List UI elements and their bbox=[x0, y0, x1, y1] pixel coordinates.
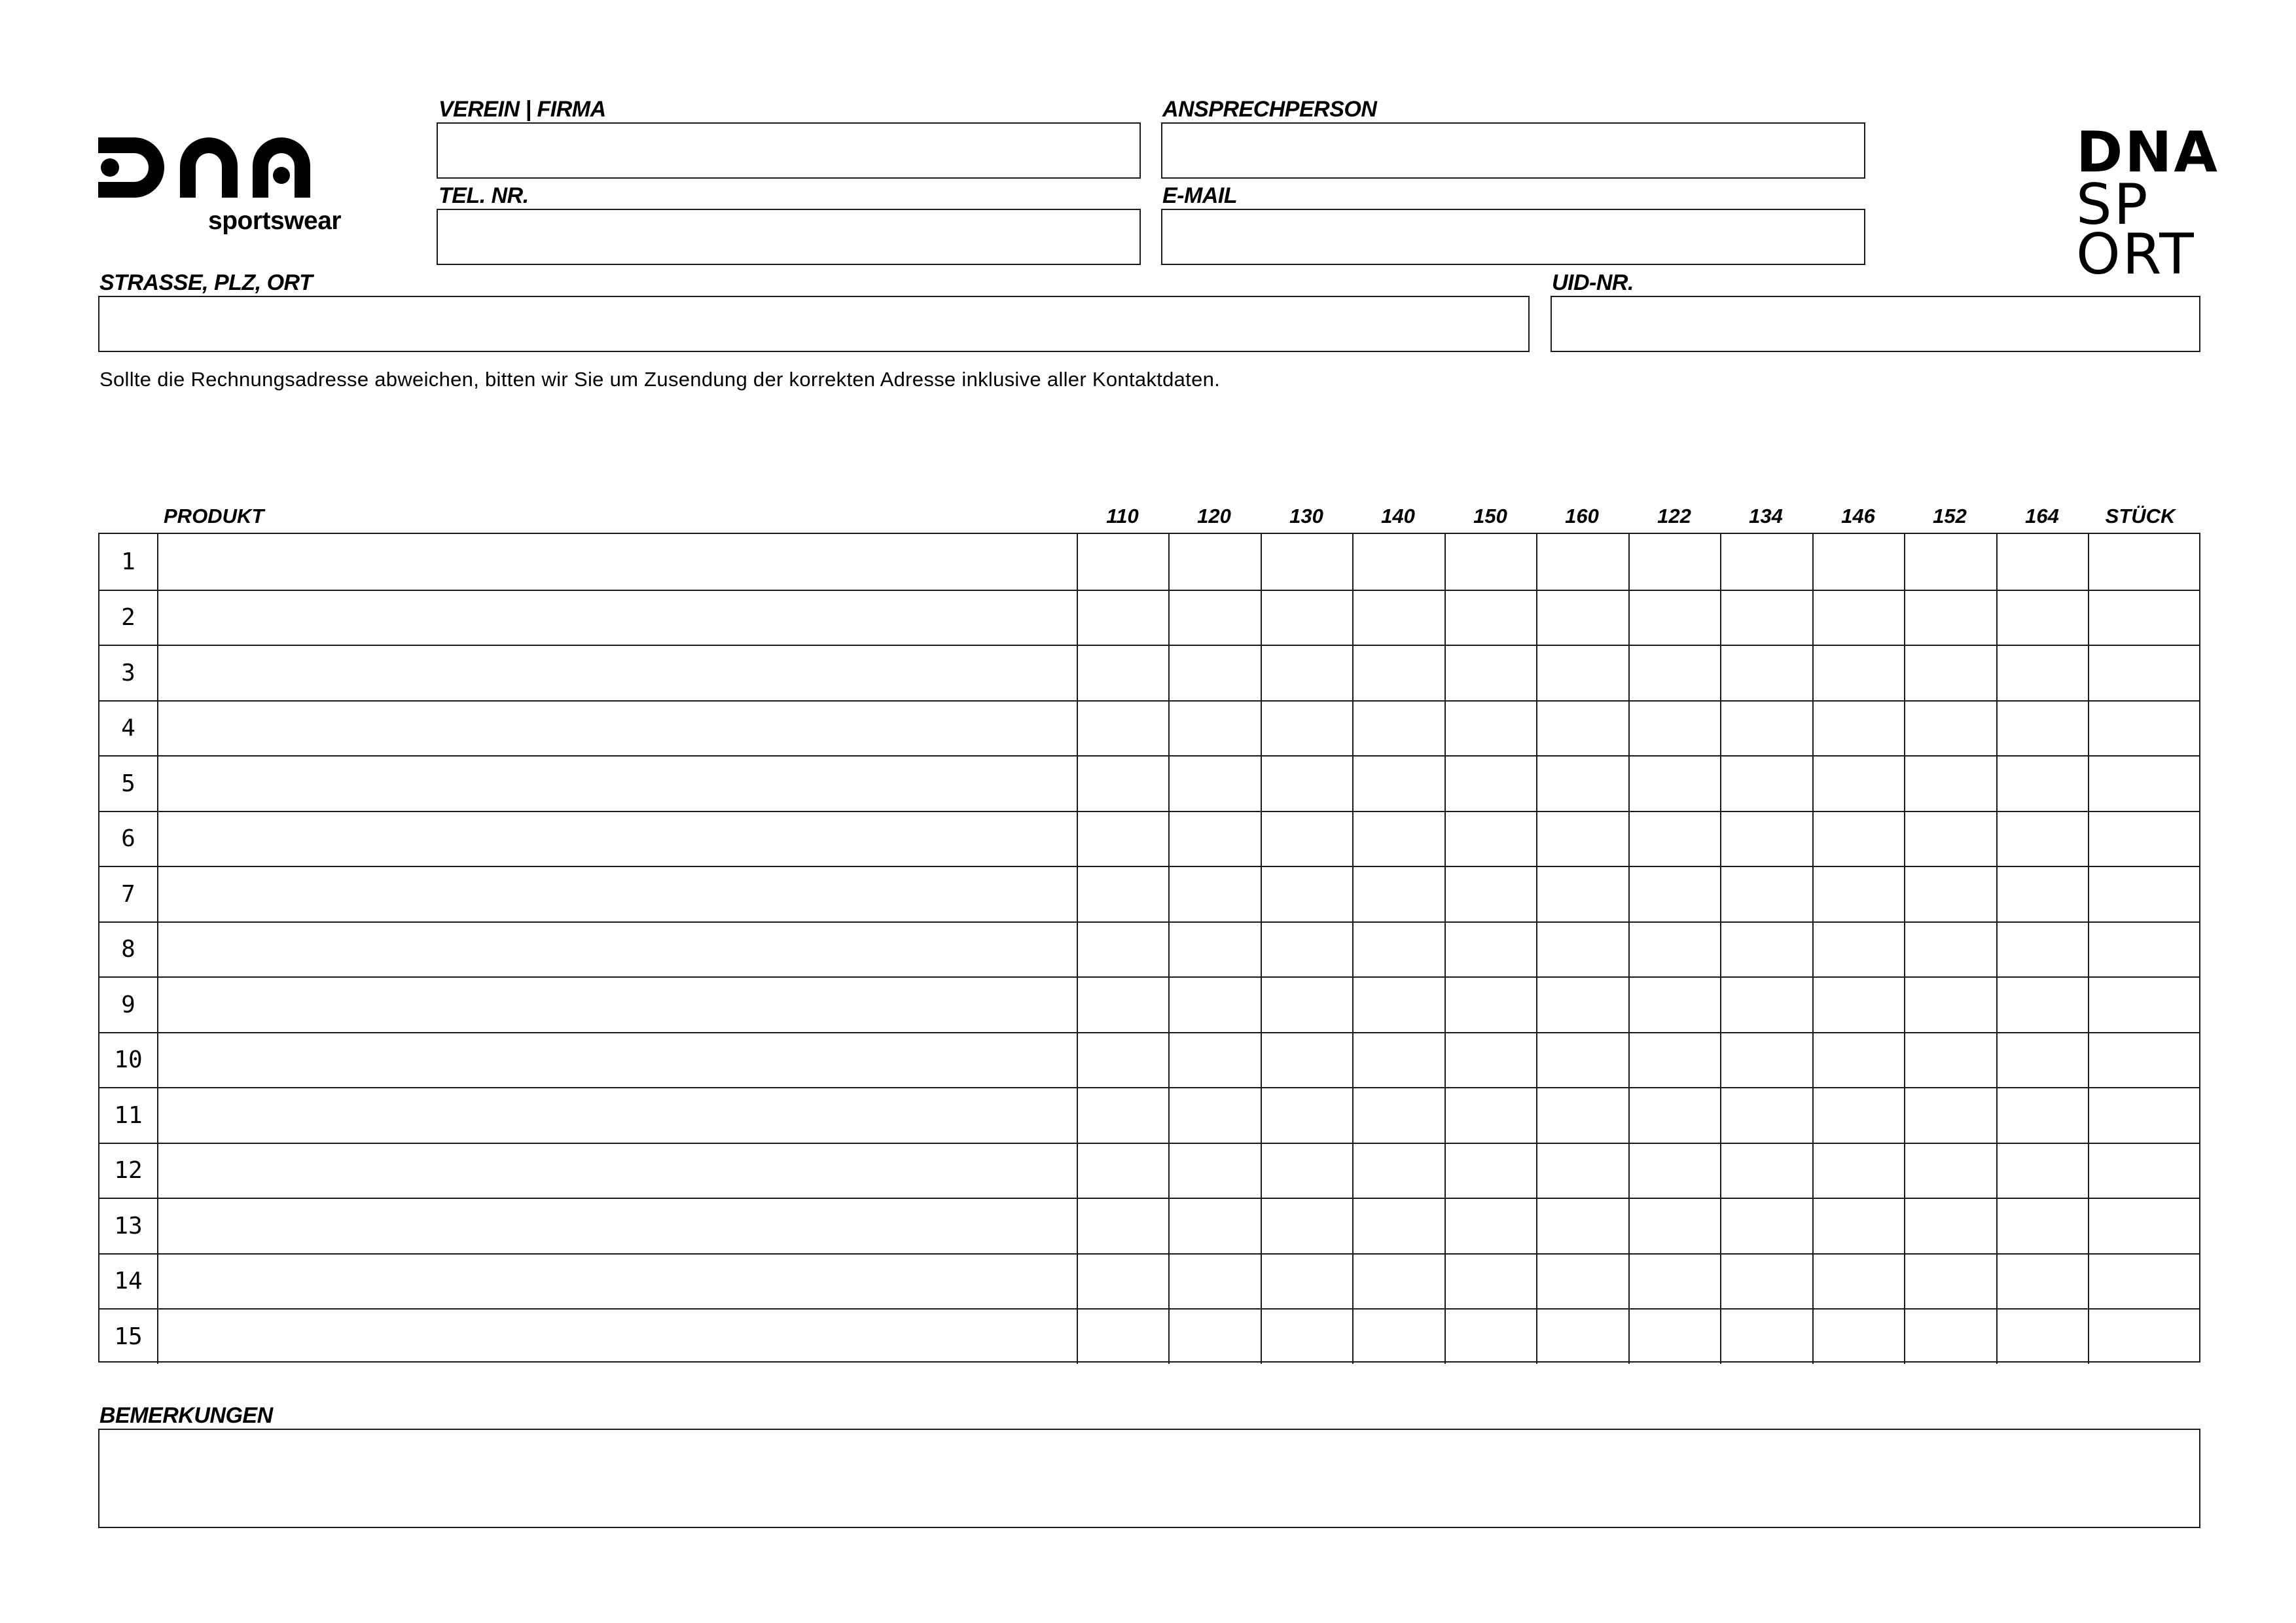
size-quantity-cell[interactable] bbox=[1444, 812, 1536, 866]
verein-firma-field[interactable] bbox=[437, 122, 1141, 179]
size-quantity-cell[interactable] bbox=[1352, 1255, 1444, 1309]
product-cell[interactable] bbox=[158, 1088, 1077, 1143]
size-quantity-cell[interactable] bbox=[1444, 923, 1536, 977]
size-quantity-cell[interactable] bbox=[1444, 757, 1536, 811]
row-number: 8 bbox=[99, 923, 158, 977]
size-quantity-cell[interactable] bbox=[1352, 978, 1444, 1032]
stueck-cell[interactable] bbox=[2088, 978, 2199, 1032]
size-quantity-cell[interactable] bbox=[1261, 534, 1352, 590]
stueck-cell[interactable] bbox=[2088, 702, 2199, 756]
size-quantity-cell[interactable] bbox=[1077, 867, 1168, 921]
size-quantity-cell[interactable] bbox=[1904, 1088, 1996, 1143]
size-quantity-cell[interactable] bbox=[1168, 1088, 1261, 1143]
size-header: 152 bbox=[1933, 505, 1967, 527]
size-quantity-cell[interactable] bbox=[1812, 867, 1904, 921]
size-quantity-cell[interactable] bbox=[1261, 978, 1352, 1032]
uid-nr-field[interactable] bbox=[1551, 296, 2200, 352]
stueck-cell[interactable] bbox=[2088, 1088, 2199, 1143]
size-quantity-cell[interactable] bbox=[1352, 1144, 1444, 1198]
product-cell[interactable] bbox=[158, 923, 1077, 977]
stueck-cell[interactable] bbox=[2088, 591, 2199, 645]
dna-sport-logo-line3: ORT bbox=[2076, 222, 2196, 287]
size-quantity-cell[interactable] bbox=[1352, 923, 1444, 977]
size-quantity-cell[interactable] bbox=[1720, 1310, 1812, 1364]
ansprechperson-field[interactable] bbox=[1161, 122, 1865, 179]
strasse-label: STRASSE, PLZ, ORT bbox=[99, 270, 313, 295]
stueck-cell[interactable] bbox=[2088, 646, 2199, 700]
row-number: 12 bbox=[99, 1144, 158, 1198]
size-quantity-cell[interactable] bbox=[1261, 1033, 1352, 1088]
size-quantity-cell[interactable] bbox=[1996, 812, 2088, 866]
row-number: 2 bbox=[99, 591, 158, 645]
stueck-cell[interactable] bbox=[2088, 1255, 2199, 1309]
size-quantity-cell[interactable] bbox=[1720, 812, 1812, 866]
size-quantity-cell[interactable] bbox=[1168, 923, 1261, 977]
tel-nr-label: TEL. NR. bbox=[439, 183, 529, 208]
size-quantity-cell[interactable] bbox=[1444, 1033, 1536, 1088]
stueck-cell[interactable] bbox=[2088, 1310, 2199, 1364]
table-row bbox=[99, 976, 2199, 1032]
email-label: E-MAIL bbox=[1162, 183, 1238, 208]
size-quantity-cell[interactable] bbox=[1261, 867, 1352, 921]
bemerkungen-field[interactable] bbox=[98, 1429, 2200, 1528]
size-header: 134 bbox=[1749, 505, 1783, 527]
row-number: 1 bbox=[99, 534, 158, 590]
size-quantity-cell[interactable] bbox=[1168, 978, 1261, 1032]
size-quantity-cell[interactable] bbox=[1996, 1144, 2088, 1198]
size-quantity-cell[interactable] bbox=[1168, 591, 1261, 645]
dna-sport-logo-line1: DNA bbox=[2076, 120, 2219, 185]
stueck-cell[interactable] bbox=[2088, 923, 2199, 977]
size-quantity-cell[interactable] bbox=[1077, 534, 1168, 590]
stueck-cell[interactable] bbox=[2088, 534, 2199, 590]
size-quantity-cell[interactable] bbox=[1352, 591, 1444, 645]
size-header: 122 bbox=[1657, 505, 1691, 527]
dna-logo-mark bbox=[98, 128, 347, 207]
size-quantity-cell[interactable] bbox=[1628, 1310, 1720, 1364]
size-quantity-cell[interactable] bbox=[1077, 591, 1168, 645]
table-row bbox=[99, 866, 2199, 921]
product-cell[interactable] bbox=[158, 978, 1077, 1032]
product-cell[interactable] bbox=[158, 867, 1077, 921]
size-quantity-cell[interactable] bbox=[1536, 534, 1628, 590]
order-table bbox=[98, 533, 2200, 1363]
size-quantity-cell[interactable] bbox=[1444, 1255, 1536, 1309]
size-quantity-cell[interactable] bbox=[1536, 646, 1628, 700]
table-row bbox=[99, 534, 2199, 590]
table-row bbox=[99, 1198, 2199, 1253]
size-quantity-cell[interactable] bbox=[1812, 1144, 1904, 1198]
table-row bbox=[99, 1143, 2199, 1198]
size-quantity-cell[interactable] bbox=[1812, 1033, 1904, 1088]
table-row bbox=[99, 921, 2199, 977]
size-quantity-cell[interactable] bbox=[1261, 1255, 1352, 1309]
size-quantity-cell[interactable] bbox=[1720, 702, 1812, 756]
table-row bbox=[99, 590, 2199, 645]
size-quantity-cell[interactable] bbox=[1812, 534, 1904, 590]
size-quantity-cell[interactable] bbox=[1261, 646, 1352, 700]
size-quantity-cell[interactable] bbox=[1077, 702, 1168, 756]
size-quantity-cell[interactable] bbox=[1536, 812, 1628, 866]
table-row bbox=[99, 700, 2199, 756]
size-quantity-cell[interactable] bbox=[1077, 1144, 1168, 1198]
size-quantity-cell[interactable] bbox=[1904, 1144, 1996, 1198]
size-quantity-cell[interactable] bbox=[1077, 1310, 1168, 1364]
size-quantity-cell[interactable] bbox=[1077, 1033, 1168, 1088]
size-header: 120 bbox=[1197, 505, 1231, 527]
size-quantity-cell[interactable] bbox=[1352, 1310, 1444, 1364]
size-quantity-cell[interactable] bbox=[1352, 1088, 1444, 1143]
size-quantity-cell[interactable] bbox=[1352, 702, 1444, 756]
size-quantity-cell[interactable] bbox=[1812, 1255, 1904, 1309]
product-cell[interactable] bbox=[158, 534, 1077, 590]
size-quantity-cell[interactable] bbox=[1904, 1310, 1996, 1364]
size-quantity-cell[interactable] bbox=[1077, 1255, 1168, 1309]
stueck-cell[interactable] bbox=[2088, 1033, 2199, 1088]
size-quantity-cell[interactable] bbox=[1444, 534, 1536, 590]
verein-firma-label: VEREIN | FIRMA bbox=[439, 97, 606, 122]
size-quantity-cell[interactable] bbox=[1536, 591, 1628, 645]
size-quantity-cell[interactable] bbox=[1628, 812, 1720, 866]
size-quantity-cell[interactable] bbox=[1996, 1255, 2088, 1309]
size-quantity-cell[interactable] bbox=[1812, 702, 1904, 756]
size-quantity-cell[interactable] bbox=[1168, 812, 1261, 866]
size-quantity-cell[interactable] bbox=[1812, 646, 1904, 700]
size-quantity-cell[interactable] bbox=[1261, 757, 1352, 811]
size-quantity-cell[interactable] bbox=[1444, 702, 1536, 756]
size-quantity-cell[interactable] bbox=[1261, 702, 1352, 756]
size-quantity-cell[interactable] bbox=[1904, 702, 1996, 756]
row-number: 15 bbox=[99, 1310, 158, 1364]
product-cell[interactable] bbox=[158, 1033, 1077, 1088]
size-quantity-cell[interactable] bbox=[1628, 867, 1720, 921]
size-quantity-cell[interactable] bbox=[1812, 978, 1904, 1032]
row-number: 9 bbox=[99, 978, 158, 1032]
product-cell[interactable] bbox=[158, 1199, 1077, 1253]
size-quantity-cell[interactable] bbox=[1996, 978, 2088, 1032]
size-quantity-cell[interactable] bbox=[1261, 1144, 1352, 1198]
table-row bbox=[99, 1308, 2199, 1364]
table-row bbox=[99, 1032, 2199, 1088]
size-quantity-cell[interactable] bbox=[1536, 923, 1628, 977]
size-quantity-cell[interactable] bbox=[1996, 1088, 2088, 1143]
size-quantity-cell[interactable] bbox=[1720, 1088, 1812, 1143]
size-quantity-cell[interactable] bbox=[1996, 646, 2088, 700]
ansprechperson-label: ANSPRECHPERSON bbox=[1162, 97, 1377, 122]
size-quantity-cell[interactable] bbox=[1077, 1199, 1168, 1253]
size-quantity-cell[interactable] bbox=[1628, 1255, 1720, 1309]
size-header: 164 bbox=[2025, 505, 2059, 527]
size-quantity-cell[interactable] bbox=[1812, 923, 1904, 977]
size-quantity-cell[interactable] bbox=[1996, 923, 2088, 977]
size-quantity-cell[interactable] bbox=[1628, 534, 1720, 590]
size-quantity-cell[interactable] bbox=[1352, 812, 1444, 866]
size-quantity-cell[interactable] bbox=[1904, 1033, 1996, 1088]
size-quantity-cell[interactable] bbox=[1904, 812, 1996, 866]
size-quantity-cell[interactable] bbox=[1536, 1310, 1628, 1364]
size-quantity-cell[interactable] bbox=[1444, 646, 1536, 700]
size-quantity-cell[interactable] bbox=[1077, 646, 1168, 700]
size-quantity-cell[interactable] bbox=[1077, 1088, 1168, 1143]
size-quantity-cell[interactable] bbox=[1720, 867, 1812, 921]
size-quantity-cell[interactable] bbox=[1444, 1144, 1536, 1198]
size-quantity-cell[interactable] bbox=[1168, 1310, 1261, 1364]
size-quantity-cell[interactable] bbox=[1444, 591, 1536, 645]
size-quantity-cell[interactable] bbox=[1720, 1033, 1812, 1088]
product-cell[interactable] bbox=[158, 812, 1077, 866]
size-quantity-cell[interactable] bbox=[1812, 591, 1904, 645]
size-header: 160 bbox=[1565, 505, 1599, 527]
size-quantity-cell[interactable] bbox=[1628, 1033, 1720, 1088]
row-number: 4 bbox=[99, 702, 158, 756]
size-quantity-cell[interactable] bbox=[1904, 978, 1996, 1032]
size-quantity-cell[interactable] bbox=[1168, 702, 1261, 756]
size-quantity-cell[interactable] bbox=[1904, 923, 1996, 977]
size-quantity-cell[interactable] bbox=[1996, 1310, 2088, 1364]
size-quantity-cell[interactable] bbox=[1536, 1255, 1628, 1309]
produkt-header: PRODUKT bbox=[164, 505, 264, 527]
product-cell[interactable] bbox=[158, 702, 1077, 756]
size-quantity-cell[interactable] bbox=[1904, 591, 1996, 645]
size-quantity-cell[interactable] bbox=[1812, 812, 1904, 866]
size-quantity-cell[interactable] bbox=[1720, 978, 1812, 1032]
row-number: 14 bbox=[99, 1255, 158, 1309]
size-quantity-cell[interactable] bbox=[1996, 591, 2088, 645]
size-quantity-cell[interactable] bbox=[1077, 923, 1168, 977]
table-row bbox=[99, 1087, 2199, 1143]
size-quantity-cell[interactable] bbox=[1812, 1088, 1904, 1143]
size-quantity-cell[interactable] bbox=[1996, 757, 2088, 811]
size-quantity-cell[interactable] bbox=[1628, 757, 1720, 811]
product-cell[interactable] bbox=[158, 1310, 1077, 1364]
row-number: 10 bbox=[99, 1033, 158, 1088]
size-quantity-cell[interactable] bbox=[1077, 978, 1168, 1032]
size-quantity-cell[interactable] bbox=[1261, 1088, 1352, 1143]
size-quantity-cell[interactable] bbox=[1168, 867, 1261, 921]
size-quantity-cell[interactable] bbox=[1996, 1033, 2088, 1088]
size-quantity-cell[interactable] bbox=[1628, 646, 1720, 700]
uid-nr-label: UID-NR. bbox=[1552, 270, 1634, 295]
table-row bbox=[99, 645, 2199, 700]
size-quantity-cell[interactable] bbox=[1261, 1310, 1352, 1364]
size-quantity-cell[interactable] bbox=[1536, 757, 1628, 811]
dna-sport-logo-line2: SP bbox=[2076, 172, 2150, 238]
dna-sportswear-logo bbox=[98, 128, 347, 210]
stueck-header: STÜCK bbox=[2105, 505, 2176, 527]
size-header: 110 bbox=[1106, 505, 1139, 527]
size-quantity-cell[interactable] bbox=[1904, 757, 1996, 811]
size-quantity-cell[interactable] bbox=[1077, 757, 1168, 811]
logo-subtitle: sportswear bbox=[208, 207, 342, 235]
size-quantity-cell[interactable] bbox=[1168, 1199, 1261, 1253]
size-quantity-cell[interactable] bbox=[1352, 757, 1444, 811]
size-quantity-cell[interactable] bbox=[1628, 1144, 1720, 1198]
table-row bbox=[99, 755, 2199, 811]
product-cell[interactable] bbox=[158, 591, 1077, 645]
size-quantity-cell[interactable] bbox=[1536, 1199, 1628, 1253]
size-quantity-cell[interactable] bbox=[1812, 1310, 1904, 1364]
size-quantity-cell[interactable] bbox=[1628, 1088, 1720, 1143]
product-cell[interactable] bbox=[158, 1144, 1077, 1198]
size-quantity-cell[interactable] bbox=[1168, 1255, 1261, 1309]
size-header: 140 bbox=[1381, 505, 1415, 527]
stueck-cell[interactable] bbox=[2088, 1144, 2199, 1198]
size-quantity-cell[interactable] bbox=[1168, 1033, 1261, 1088]
size-quantity-cell[interactable] bbox=[1444, 1199, 1536, 1253]
size-quantity-cell[interactable] bbox=[1720, 1255, 1812, 1309]
size-quantity-cell[interactable] bbox=[1628, 591, 1720, 645]
size-header: 130 bbox=[1289, 505, 1323, 527]
size-quantity-cell[interactable] bbox=[1904, 1199, 1996, 1253]
size-quantity-cell[interactable] bbox=[1720, 646, 1812, 700]
size-quantity-cell[interactable] bbox=[1536, 702, 1628, 756]
size-quantity-cell[interactable] bbox=[1352, 1033, 1444, 1088]
size-quantity-cell[interactable] bbox=[1720, 591, 1812, 645]
row-number: 13 bbox=[99, 1199, 158, 1253]
size-quantity-cell[interactable] bbox=[1720, 1199, 1812, 1253]
billing-address-note: Sollte die Rechnungsadresse abweichen, bitten wir Sie um Zusendung der korrekten Adresse inklusive aller Kontaktdaten. bbox=[99, 368, 1221, 391]
size-quantity-cell[interactable] bbox=[1720, 923, 1812, 977]
size-quantity-cell[interactable] bbox=[1168, 534, 1261, 590]
size-quantity-cell[interactable] bbox=[1996, 534, 2088, 590]
size-quantity-cell[interactable] bbox=[1996, 867, 2088, 921]
size-quantity-cell[interactable] bbox=[1168, 757, 1261, 811]
row-number: 11 bbox=[99, 1088, 158, 1143]
size-quantity-cell[interactable] bbox=[1352, 646, 1444, 700]
size-quantity-cell[interactable] bbox=[1444, 978, 1536, 1032]
row-number: 5 bbox=[99, 757, 158, 811]
size-quantity-cell[interactable] bbox=[1444, 1310, 1536, 1364]
size-quantity-cell[interactable] bbox=[1168, 1144, 1261, 1198]
size-header: 146 bbox=[1841, 505, 1875, 527]
stueck-cell[interactable] bbox=[2088, 1199, 2199, 1253]
size-quantity-cell[interactable] bbox=[1536, 867, 1628, 921]
size-quantity-cell[interactable] bbox=[1628, 923, 1720, 977]
size-quantity-cell[interactable] bbox=[1904, 867, 1996, 921]
row-number: 3 bbox=[99, 646, 158, 700]
size-quantity-cell[interactable] bbox=[1996, 1199, 2088, 1253]
size-quantity-cell[interactable] bbox=[1261, 923, 1352, 977]
size-quantity-cell[interactable] bbox=[1904, 534, 1996, 590]
size-quantity-cell[interactable] bbox=[1077, 812, 1168, 866]
size-quantity-cell[interactable] bbox=[1996, 702, 2088, 756]
size-quantity-cell[interactable] bbox=[1536, 1033, 1628, 1088]
bemerkungen-label: BEMERKUNGEN bbox=[99, 1403, 273, 1428]
stueck-cell[interactable] bbox=[2088, 812, 2199, 866]
row-number: 7 bbox=[99, 867, 158, 921]
size-quantity-cell[interactable] bbox=[1352, 534, 1444, 590]
tel-nr-field[interactable] bbox=[437, 209, 1141, 265]
product-cell[interactable] bbox=[158, 757, 1077, 811]
row-number: 6 bbox=[99, 812, 158, 866]
size-quantity-cell[interactable] bbox=[1628, 1199, 1720, 1253]
product-cell[interactable] bbox=[158, 646, 1077, 700]
table-row bbox=[99, 811, 2199, 866]
size-quantity-cell[interactable] bbox=[1812, 1199, 1904, 1253]
stueck-cell[interactable] bbox=[2088, 867, 2199, 921]
stueck-cell[interactable] bbox=[2088, 757, 2199, 811]
size-quantity-cell[interactable] bbox=[1168, 646, 1261, 700]
size-quantity-cell[interactable] bbox=[1904, 1255, 1996, 1309]
size-quantity-cell[interactable] bbox=[1628, 702, 1720, 756]
email-field[interactable] bbox=[1161, 209, 1865, 265]
size-quantity-cell[interactable] bbox=[1536, 1144, 1628, 1198]
strasse-field[interactable] bbox=[98, 296, 1530, 352]
size-quantity-cell[interactable] bbox=[1628, 978, 1720, 1032]
size-quantity-cell[interactable] bbox=[1261, 1199, 1352, 1253]
size-quantity-cell[interactable] bbox=[1720, 534, 1812, 590]
size-quantity-cell[interactable] bbox=[1536, 1088, 1628, 1143]
size-quantity-cell[interactable] bbox=[1720, 1144, 1812, 1198]
size-quantity-cell[interactable] bbox=[1720, 757, 1812, 811]
size-quantity-cell[interactable] bbox=[1536, 978, 1628, 1032]
product-cell[interactable] bbox=[158, 1255, 1077, 1309]
size-quantity-cell[interactable] bbox=[1444, 867, 1536, 921]
size-quantity-cell[interactable] bbox=[1261, 591, 1352, 645]
size-quantity-cell[interactable] bbox=[1261, 812, 1352, 866]
size-quantity-cell[interactable] bbox=[1352, 867, 1444, 921]
size-quantity-cell[interactable] bbox=[1352, 1199, 1444, 1253]
size-quantity-cell[interactable] bbox=[1904, 646, 1996, 700]
size-quantity-cell[interactable] bbox=[1444, 1088, 1536, 1143]
size-quantity-cell[interactable] bbox=[1812, 757, 1904, 811]
size-header: 150 bbox=[1473, 505, 1507, 527]
table-row bbox=[99, 1253, 2199, 1309]
